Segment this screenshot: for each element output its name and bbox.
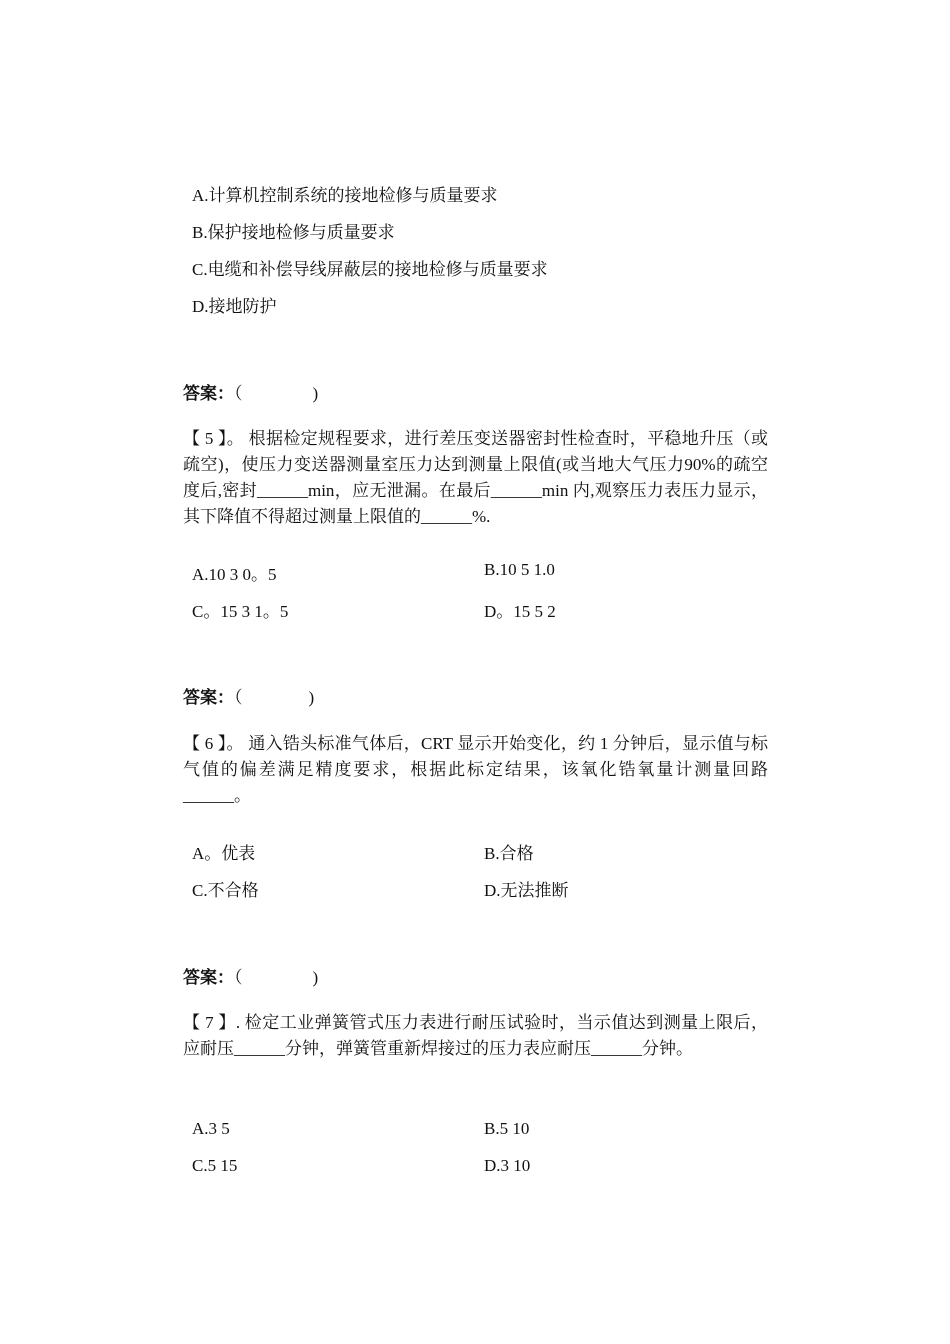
q5-question-text: 【 5 】。 根据检定规程要求，进行差压变送器密封性检查时，平稳地升压（或疏空)，使压力变送器测量室压力达到测量上限值(或当地大气压力90%的疏空度后,密封______min，应无泄漏。在最后______min 内,观察压力表压力显示，其下降值不得超过测量上限值的______%. — [183, 429, 768, 526]
q6-question-text: 【 6 】。 通入锆头标准气体后，CRT 显示开始变化，约 1 分钟后，显示值与标气值的偏差满足精度要求，根据此标定结果，该氧化锆氧量计测量回路______。 — [183, 734, 768, 805]
q4-option-c: C.电缆和补偿导线屏蔽层的接地检修与质量要求 — [192, 260, 548, 279]
answer-paren-close: ) — [312, 968, 319, 987]
q7-option-d: D.3 10 — [484, 1156, 531, 1175]
q5-option-c: C。15 3 1。5 — [192, 602, 289, 621]
q7-option-c: C.5 15 — [192, 1156, 238, 1175]
q5-answer-line — [183, 683, 314, 708]
answer-label: 答案： — [183, 968, 234, 987]
q7-option-a: A.3 5 — [192, 1119, 230, 1138]
q6-option-b: B.合格 — [484, 844, 534, 863]
answer-paren-close: ) — [312, 384, 319, 403]
q7-question-text: 【 7 】. 检定工业弹簧管式压力表进行耐压试验时，当示值达到测量上限后，应耐压______分钟，弹簧管重新焊接过的压力表应耐压______分钟。 — [183, 1013, 768, 1058]
answer-paren-close: ) — [308, 688, 315, 707]
q5-option-d: D。15 5 2 — [484, 602, 556, 621]
q5-option-b: B.10 5 1.0 — [484, 560, 555, 579]
q6-option-d: D.无法推断 — [484, 881, 569, 900]
answer-label: 答案： — [183, 384, 234, 403]
q5-option-a: A.10 3 0。5 — [192, 565, 277, 584]
answer-label: 答案： — [183, 688, 234, 707]
q6-option-a: A。优表 — [192, 844, 256, 863]
q7-option-b: B.5 10 — [484, 1119, 530, 1138]
q4-option-a: A.计算机控制系统的接地检修与质量要求 — [192, 186, 498, 205]
answer-paren-open: （ — [234, 688, 243, 707]
q6-option-c: C.不合格 — [192, 881, 259, 900]
q4-answer-line — [183, 379, 318, 404]
answer-paren-open: （ — [234, 968, 243, 987]
q4-option-d: D.接地防护 — [192, 297, 277, 316]
answer-paren-open: （ — [234, 384, 243, 403]
q6-answer-line — [183, 963, 318, 988]
q4-option-b: B.保护接地检修与质量要求 — [192, 223, 395, 242]
